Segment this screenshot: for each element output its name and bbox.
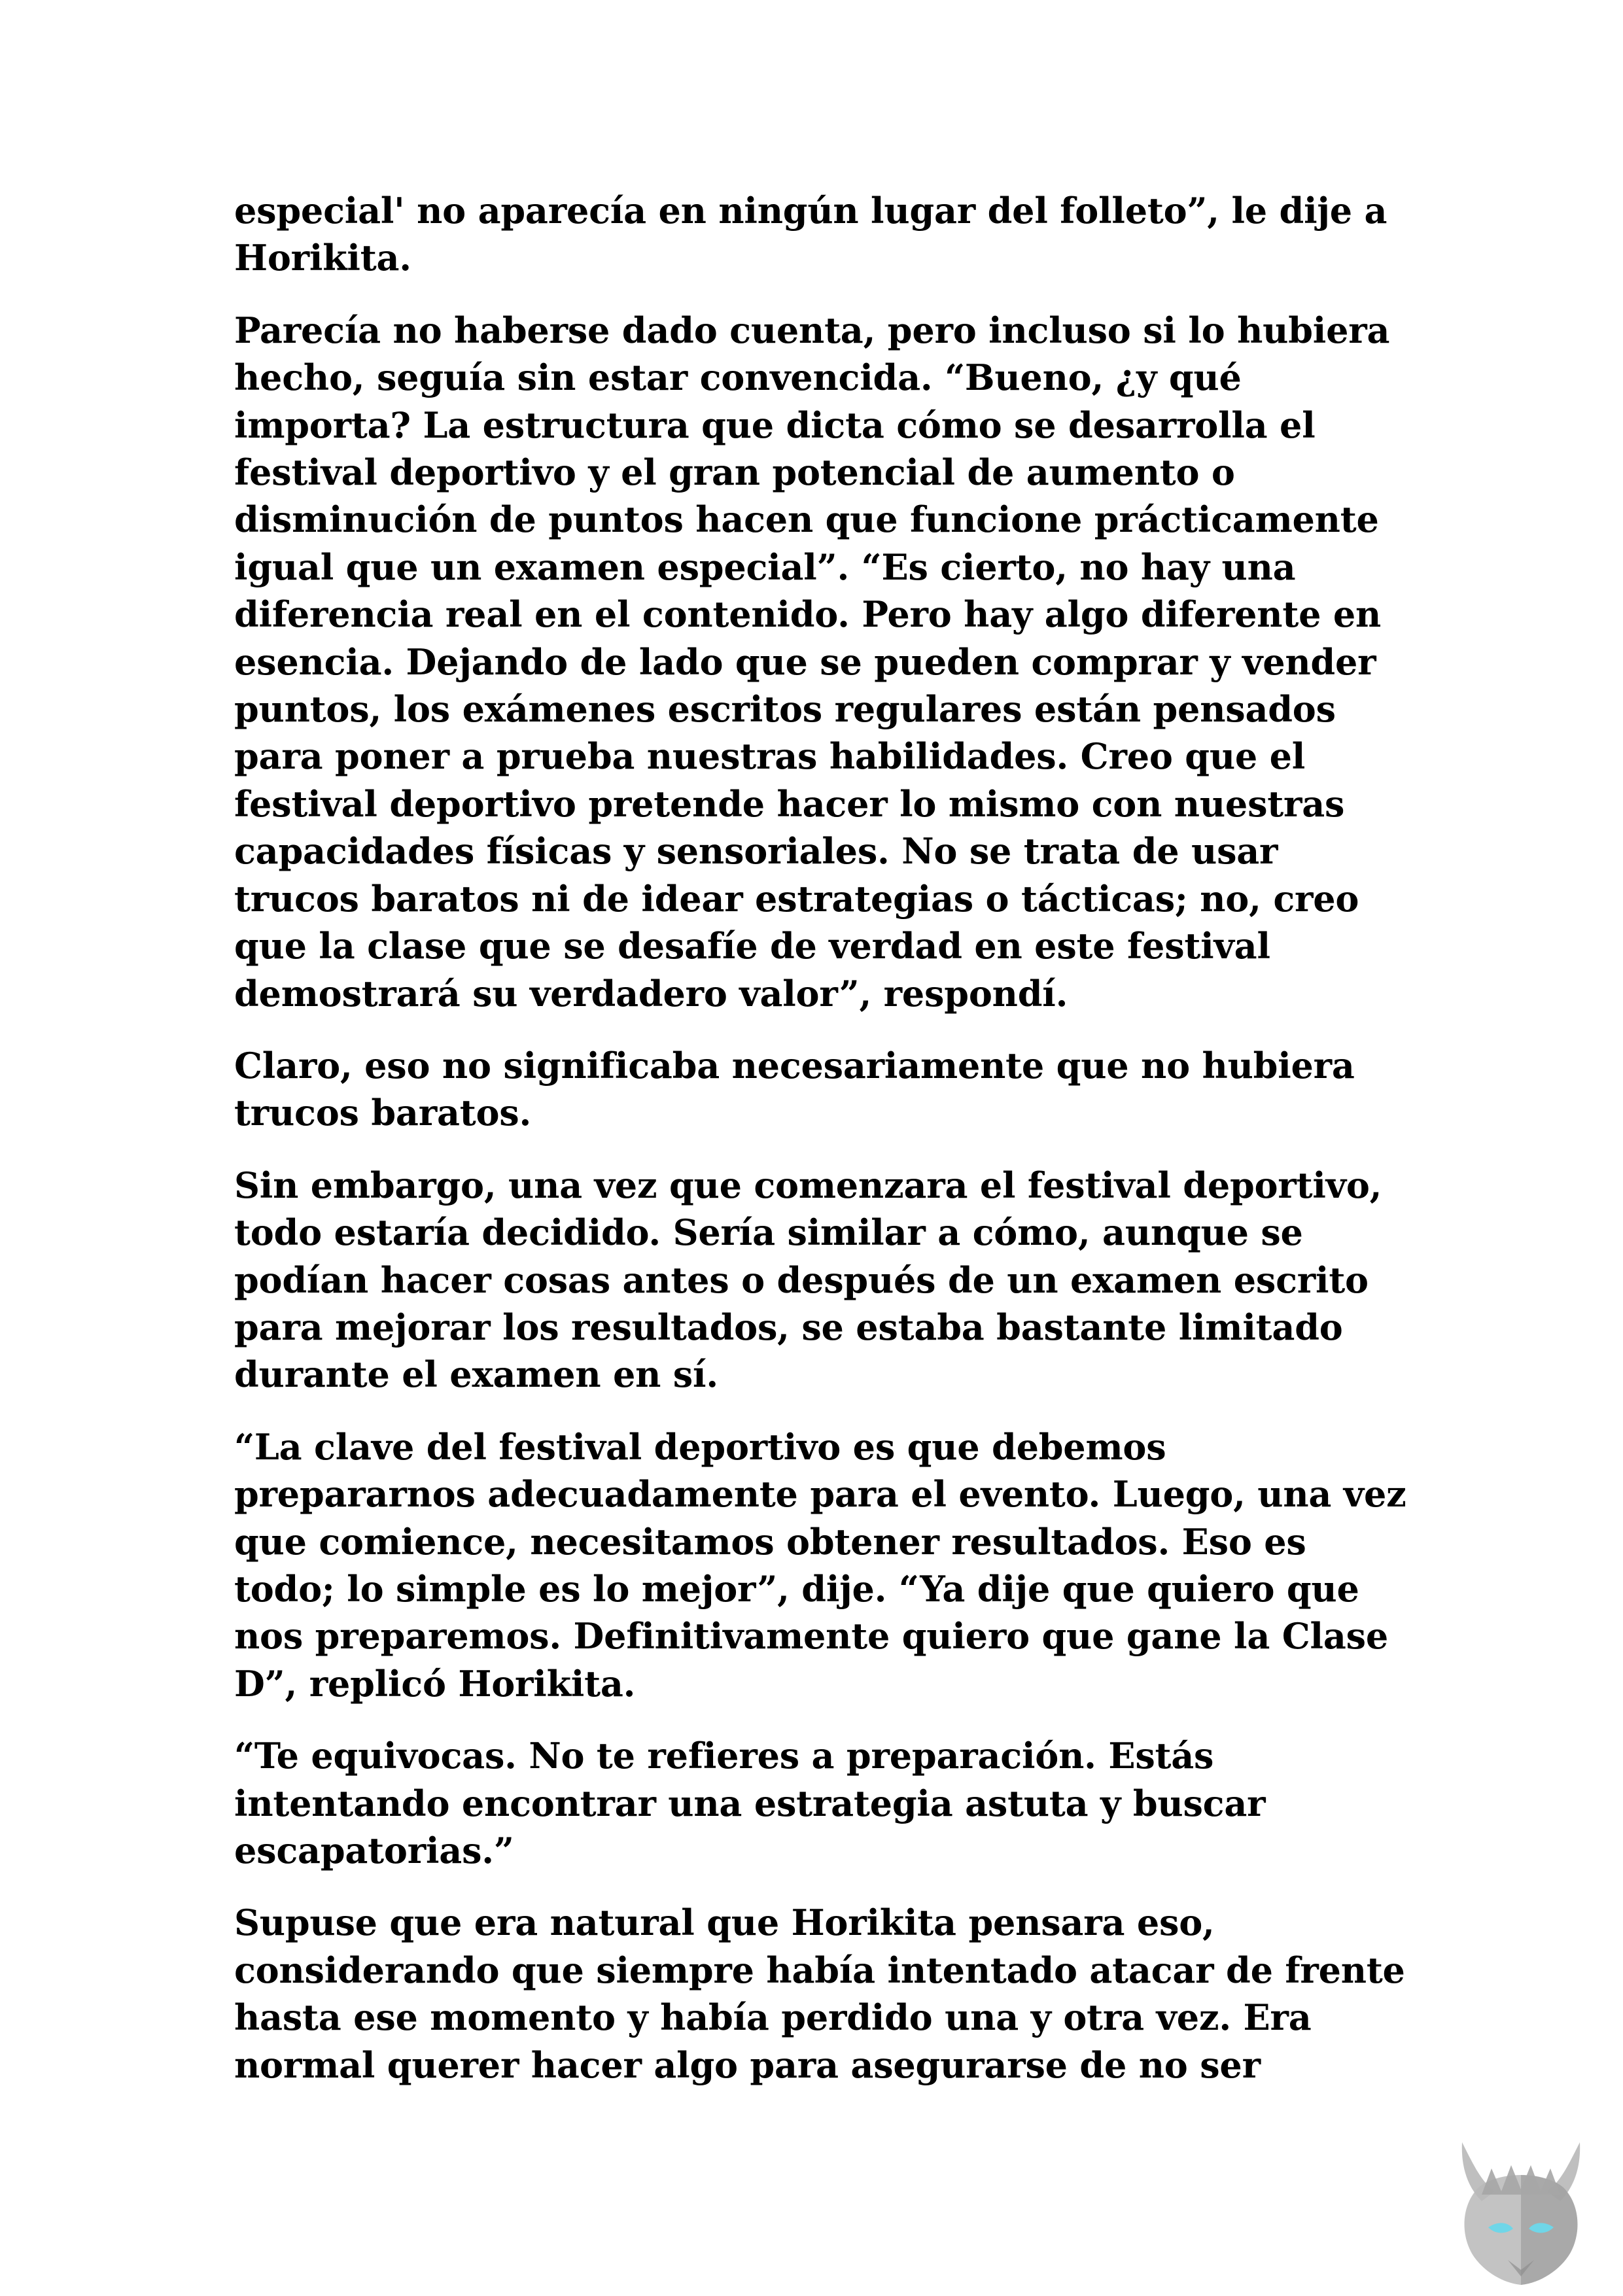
paragraph-6: “Te equivocas. No te refieres a preparación. Estás intentando encontrar una estrategia astuta y buscar escapatorias.” [234,1735,1266,1871]
demon-head-icon [1436,2129,1606,2293]
paragraph-7: Supuse que era natural que Horikita pensara eso, considerando que siempre había intentado atacar de frente hasta ese momento y había perdido una y otra vez. Era normal querer hacer algo para asegurarse de no ser [234,1902,1405,2086]
paragraph-5: “La clave del festival deportivo es que debemos prepararnos adecuadamente para el evento. Luego, una vez que comience, necesitamos obtener resultados. Eso es todo; lo simple es lo mejor”, dije. “Ya dije que quiero que nos preparemos. Definitivamente quiero que gane la Clase D”, replicó Horikita. [234,1425,1406,1705]
paragraph-4: Sin embargo, una vez que comenzara el festival deportivo, todo estaría decidido. Sería similar a cómo, aunque se podían hacer cosas antes o después de un examen escrito para mejorar los resultados, se estaba bastante limitado durante el examen en sí. [234,1164,1382,1396]
paragraph-2: Parecía no haberse dado cuenta, pero incluso si lo hubiera hecho, seguía sin estar convencida. “Bueno, ¿y qué importa? La estructura que dicta cómo se desarrolla el festival deportivo y el gran potencial de aumento o disminución de puntos hacen que funcione prácticamente igual que un examen especial”. “Es cierto, no hay una diferencia real en el contenido. Pero hay algo diferente en esencia. Dejando de lado que se pueden comprar y vender puntos, los exámenes escritos regulares están pensados para poner a prueba nuestras habilidades. Creo que el festival deportivo pretende hacer lo mismo con nuestras capacidades físicas y sensoriales. No se trata de usar trucos baratos ni de idear estrategias o tácticas; no, creo que la clase que se desafíe de verdad en este festival demostrará su verdadero valor”, respondí. [234,309,1390,1015]
page-body [234,187,1412,2113]
paragraph-1: especial' no aparecía en ningún lugar del folleto”, le dije a Horikita. [234,190,1387,279]
paragraph-3: Claro, eso no significaba necesariamente que no hubiera trucos baratos. [234,1044,1355,1134]
